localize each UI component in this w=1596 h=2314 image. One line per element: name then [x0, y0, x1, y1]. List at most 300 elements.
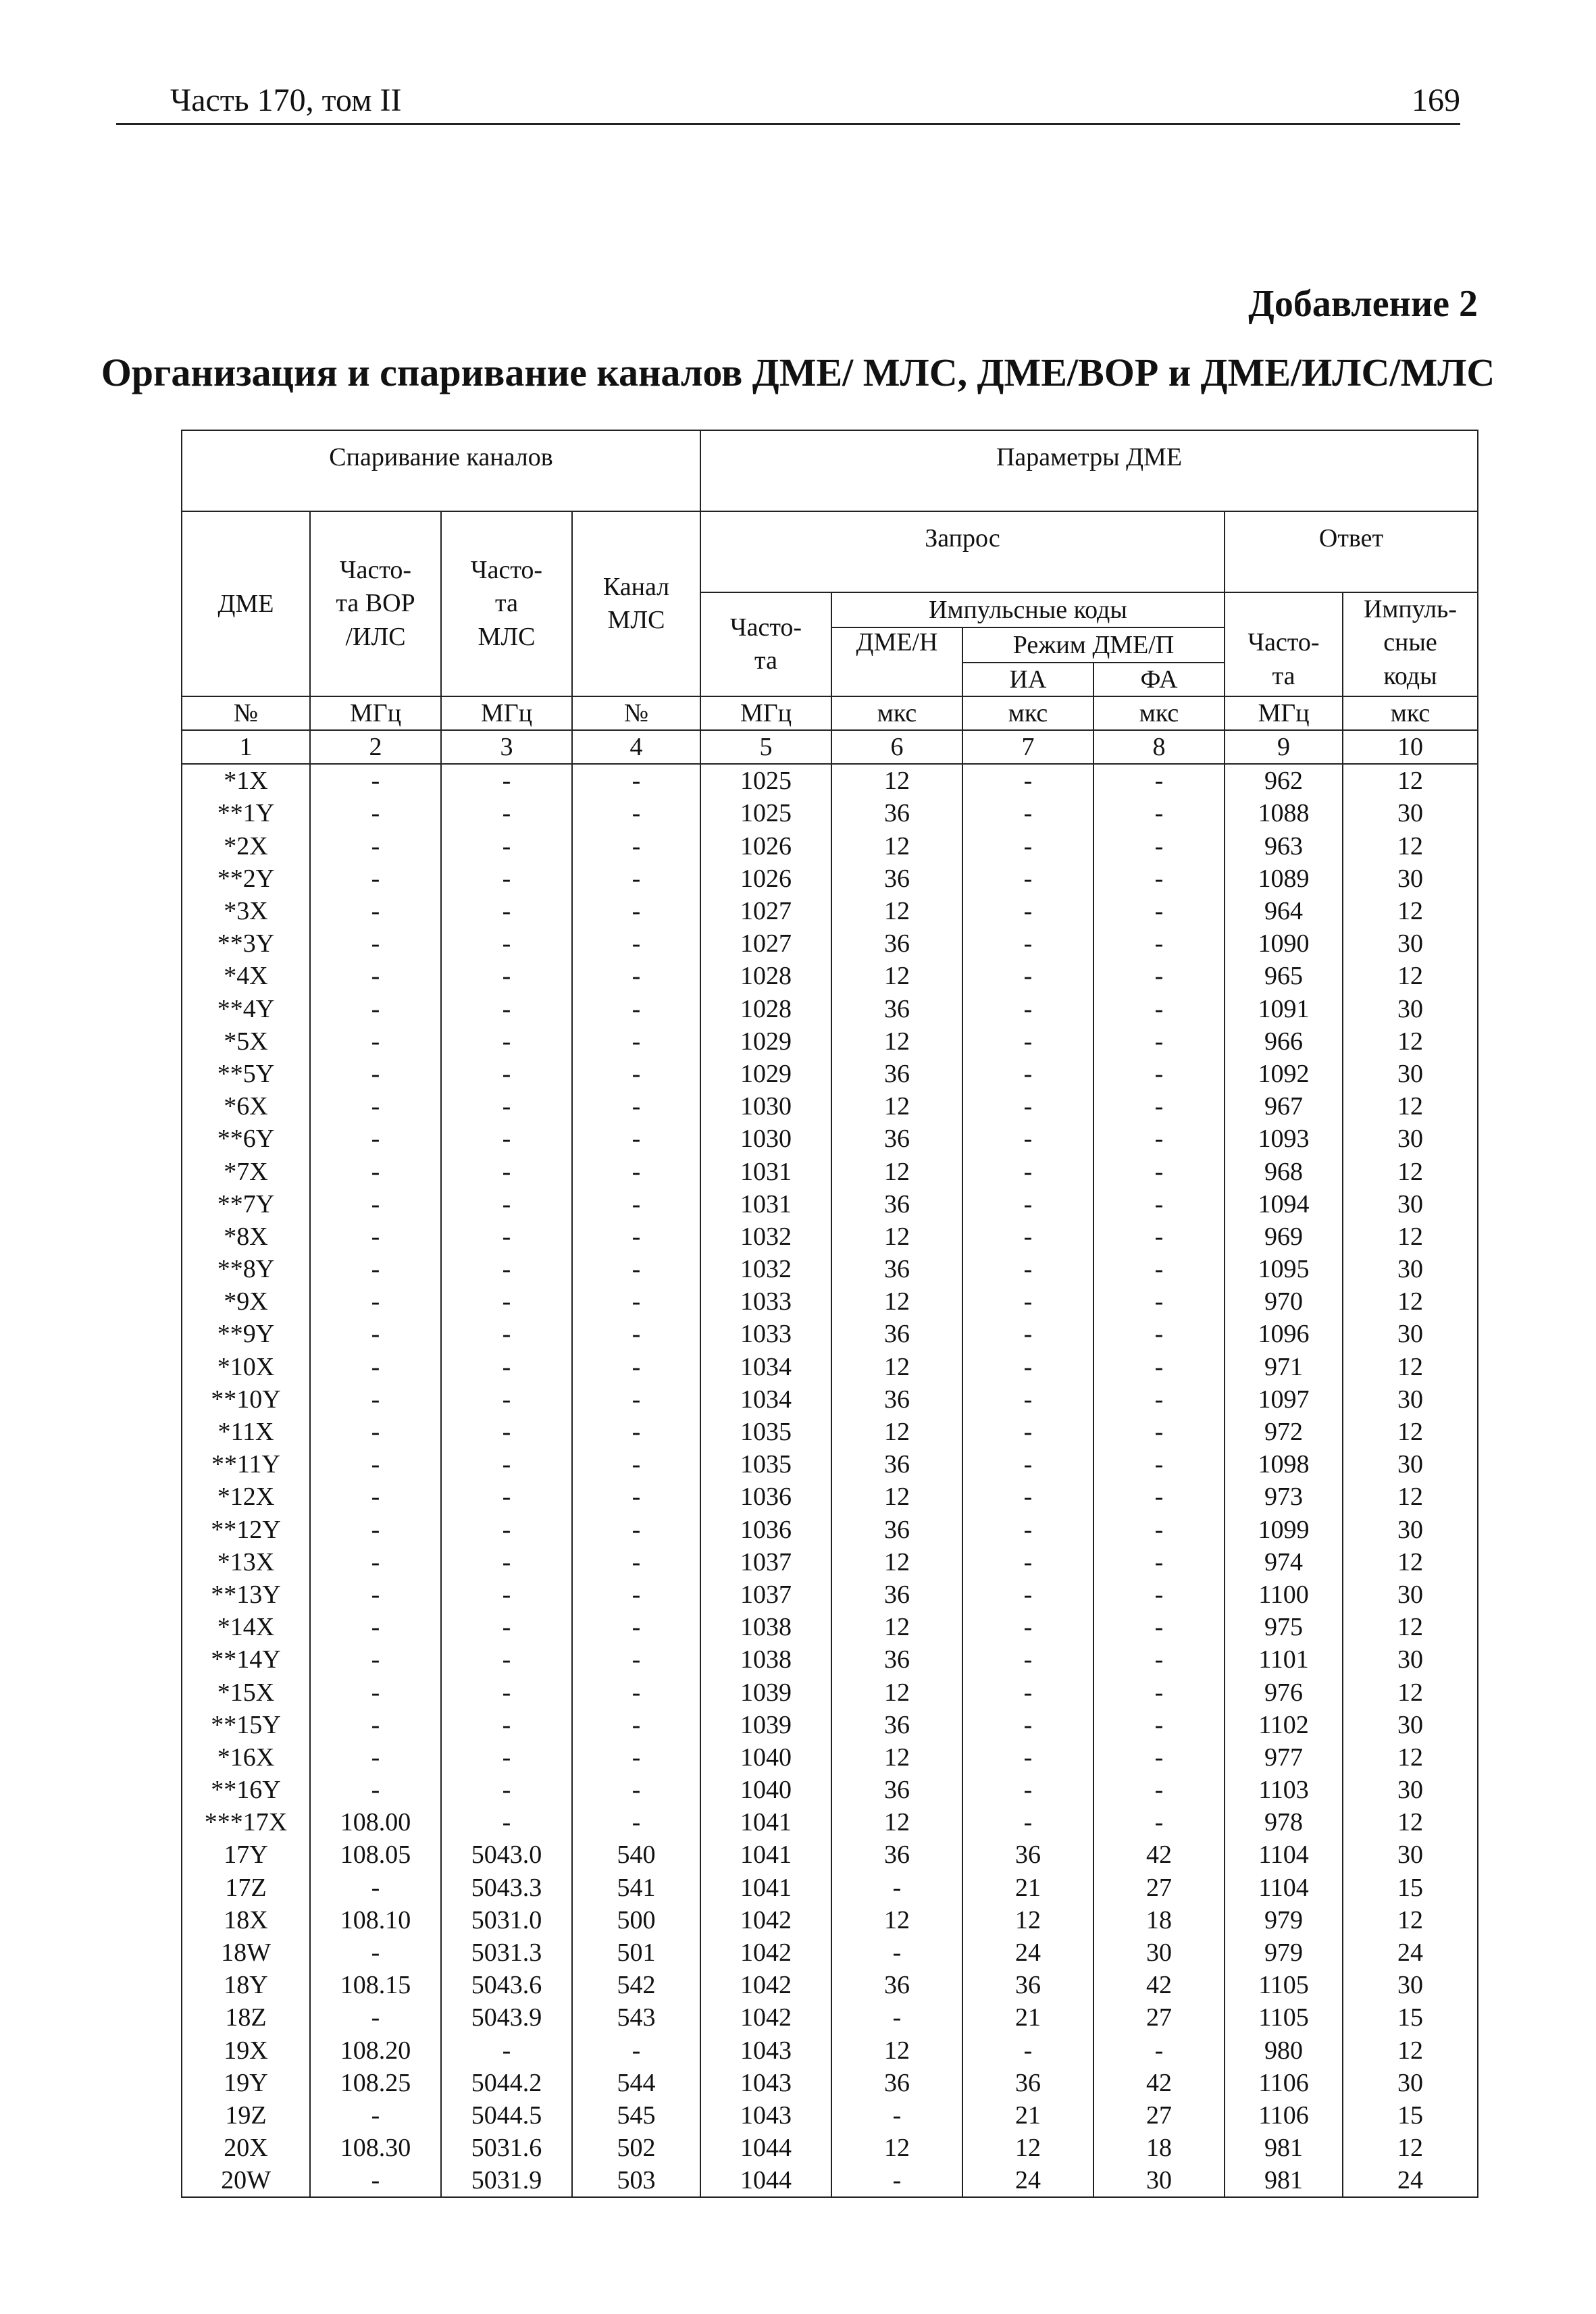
table-cell: **6Y	[182, 1123, 310, 1155]
table-cell: 1042	[700, 1936, 831, 1969]
table-row	[182, 1709, 1478, 1741]
table-cell: 12	[1343, 895, 1478, 927]
table-cell: -	[962, 992, 1093, 1025]
unit-cell: №	[182, 696, 310, 730]
table-row	[182, 1090, 1478, 1123]
table-cell: 30	[1343, 1969, 1478, 2001]
table-cell: -	[310, 764, 441, 797]
column-number-cell: 1	[182, 730, 310, 764]
table-cell: -	[962, 1253, 1093, 1285]
table-cell: 1041	[700, 1839, 831, 1871]
table-cell: 1025	[700, 764, 831, 797]
table-cell: -	[962, 2034, 1093, 2066]
column-number-cell: 2	[310, 730, 441, 764]
table-cell: -	[441, 1188, 572, 1220]
table-cell: -	[441, 1448, 572, 1481]
table-cell: 36	[831, 1774, 962, 1806]
table-cell: 108.25	[310, 2067, 441, 2099]
document-title: Организация и спаривание каналов ДМЕ/ МЛС, ДМЕ/ВОР и ДМЕ/ИЛС/МЛС	[101, 351, 1495, 394]
table-cell: 1029	[700, 1025, 831, 1058]
table-cell: 36	[962, 1969, 1093, 2001]
table-cell: -	[1093, 1220, 1225, 1253]
table-cell: 27	[1093, 1872, 1225, 1904]
table-cell: -	[1093, 1806, 1225, 1839]
unit-cell: мкс	[831, 696, 962, 730]
table-row	[182, 863, 1478, 895]
table-cell: 12	[831, 1285, 962, 1318]
table-cell: -	[441, 1025, 572, 1058]
table-cell: 1090	[1225, 927, 1343, 960]
table-cell: *6X	[182, 1090, 310, 1123]
table-cell: -	[1093, 1741, 1225, 1774]
table-cell: 15	[1343, 1872, 1478, 1904]
table-cell: 12	[1343, 1546, 1478, 1578]
table-cell: -	[1093, 1058, 1225, 1090]
table-row	[182, 1155, 1478, 1187]
table-cell: **8Y	[182, 1253, 310, 1285]
table-cell: 1097	[1225, 1383, 1343, 1416]
table-cell: 1036	[700, 1513, 831, 1545]
table-row	[182, 1285, 1478, 1318]
col-header-reply-freq: Часто- та	[1225, 592, 1343, 696]
table-cell: 36	[831, 1318, 962, 1350]
table-cell: 1027	[700, 927, 831, 960]
table-cell: 969	[1225, 1220, 1343, 1253]
table-cell: -	[310, 895, 441, 927]
table-cell: 36	[831, 1643, 962, 1676]
table-cell: 12	[831, 1090, 962, 1123]
table-cell: -	[962, 797, 1093, 829]
table-cell: **13Y	[182, 1578, 310, 1611]
table-cell: -	[572, 895, 700, 927]
table-cell: -	[1093, 1090, 1225, 1123]
table-row	[182, 2164, 1478, 2197]
table-cell: -	[441, 1416, 572, 1448]
table-cell: 108.20	[310, 2034, 441, 2066]
table-cell: -	[441, 960, 572, 992]
table-cell: 1034	[700, 1383, 831, 1416]
table-cell: 12	[831, 1481, 962, 1513]
table-cell: 1034	[700, 1351, 831, 1383]
table-cell: -	[441, 1578, 572, 1611]
table-cell: 1096	[1225, 1318, 1343, 1350]
table-cell: 1041	[700, 1806, 831, 1839]
table-cell: 5031.0	[441, 1904, 572, 1936]
table-cell: -	[310, 1546, 441, 1578]
table-cell: *10X	[182, 1351, 310, 1383]
table-cell: 17Z	[182, 1872, 310, 1904]
table-cell: -	[441, 1611, 572, 1643]
table-cell: -	[441, 1741, 572, 1774]
table-cell: 12	[1343, 1611, 1478, 1643]
unit-cell: МГц	[310, 696, 441, 730]
group-header-dme-params: Параметры ДМЕ	[700, 430, 1478, 511]
mode-dmep-header: Режим ДМЕ/П	[962, 627, 1225, 663]
table-cell: -	[1093, 1448, 1225, 1481]
table-cell: 36	[831, 1383, 962, 1416]
table-cell: 24	[962, 2164, 1093, 2197]
table-cell: 36	[831, 2067, 962, 2099]
table-cell: -	[310, 2099, 441, 2132]
table-cell: 36	[831, 992, 962, 1025]
table-cell: 1043	[700, 2034, 831, 2066]
table-cell: -	[441, 1774, 572, 1806]
table-cell: 30	[1093, 1936, 1225, 1969]
table-row	[182, 1546, 1478, 1578]
table-cell: -	[310, 927, 441, 960]
table-cell: 1033	[700, 1285, 831, 1318]
table-cell: 30	[1343, 1774, 1478, 1806]
table-cell: -	[310, 960, 441, 992]
table-cell: 963	[1225, 830, 1343, 863]
table-cell: *2X	[182, 830, 310, 863]
table-cell: 108.15	[310, 1969, 441, 2001]
table-cell: 21	[962, 2001, 1093, 2034]
table-cell: 30	[1343, 1448, 1478, 1481]
column-numbers-row	[182, 730, 1478, 764]
table-cell: -	[441, 927, 572, 960]
table-cell: 30	[1343, 1123, 1478, 1155]
table-cell: -	[572, 1090, 700, 1123]
table-cell: -	[962, 1709, 1093, 1741]
table-cell: -	[962, 1774, 1093, 1806]
table-cell: **10Y	[182, 1383, 310, 1416]
table-row	[182, 1351, 1478, 1383]
table-cell: -	[962, 1025, 1093, 1058]
table-cell: 973	[1225, 1481, 1343, 1513]
col-header-dme: ДМЕ	[182, 511, 310, 696]
table-row	[182, 1936, 1478, 1969]
table-cell: 1035	[700, 1448, 831, 1481]
table-cell: -	[572, 1643, 700, 1676]
table-cell: 1093	[1225, 1123, 1343, 1155]
table-cell: 21	[962, 2099, 1093, 2132]
table-cell: -	[310, 1448, 441, 1481]
table-cell: 12	[831, 960, 962, 992]
table-cell: 18Y	[182, 1969, 310, 2001]
table-cell: 12	[962, 1904, 1093, 1936]
table-cell: -	[962, 1123, 1093, 1155]
table-cell: 975	[1225, 1611, 1343, 1643]
table-cell: -	[441, 1123, 572, 1155]
table-cell: 19X	[182, 2034, 310, 2066]
table-row	[182, 797, 1478, 829]
table-cell: -	[572, 1513, 700, 1545]
table-cell: 30	[1343, 927, 1478, 960]
table-cell: 108.10	[310, 1904, 441, 1936]
table-cell: 12	[831, 1220, 962, 1253]
table-cell: 12	[831, 1611, 962, 1643]
table-cell: -	[572, 1611, 700, 1643]
table-cell: 24	[1343, 2164, 1478, 2197]
table-cell: 1029	[700, 1058, 831, 1090]
appendix-label: Добавление 2	[1248, 283, 1478, 325]
table-cell: 1099	[1225, 1513, 1343, 1545]
table-cell: 1035	[700, 1416, 831, 1448]
table-cell: -	[441, 1643, 572, 1676]
table-cell: 964	[1225, 895, 1343, 927]
table-row	[182, 1676, 1478, 1708]
table-cell: *9X	[182, 1285, 310, 1318]
table-cell: -	[572, 1220, 700, 1253]
table-cell: -	[1093, 1123, 1225, 1155]
table-cell: 1037	[700, 1578, 831, 1611]
table-cell: -	[572, 1383, 700, 1416]
table-cell: -	[310, 1578, 441, 1611]
table-cell: 30	[1343, 1058, 1478, 1090]
table-cell: 30	[1343, 1578, 1478, 1611]
table-cell: -	[1093, 1025, 1225, 1058]
table-cell: -	[1093, 1709, 1225, 1741]
table-row	[182, 1513, 1478, 1545]
table-cell: -	[1093, 992, 1225, 1025]
table-row	[182, 1741, 1478, 1774]
table-cell: -	[310, 797, 441, 829]
table-cell: -	[1093, 1546, 1225, 1578]
table-cell: -	[962, 927, 1093, 960]
table-cell: -	[962, 1481, 1093, 1513]
table-row	[182, 1318, 1478, 1350]
table-cell: 1101	[1225, 1643, 1343, 1676]
table-cell: 27	[1093, 2099, 1225, 2132]
table-cell: -	[572, 1774, 700, 1806]
table-cell: 1039	[700, 1676, 831, 1708]
table-row	[182, 1806, 1478, 1839]
table-row	[182, 1383, 1478, 1416]
unit-cell: мкс	[1343, 696, 1478, 730]
table-cell: 1031	[700, 1188, 831, 1220]
table-cell: 977	[1225, 1741, 1343, 1774]
table-cell: 1042	[700, 1904, 831, 1936]
table-cell: -	[310, 1090, 441, 1123]
table-cell: 972	[1225, 1416, 1343, 1448]
table-cell: 30	[1343, 1643, 1478, 1676]
table-cell: *12X	[182, 1481, 310, 1513]
table-row	[182, 1416, 1478, 1448]
table-cell: 12	[1343, 1806, 1478, 1839]
table-cell: 12	[1343, 1676, 1478, 1708]
table-row	[182, 1188, 1478, 1220]
table-row	[182, 1839, 1478, 1871]
table-cell: -	[962, 1318, 1093, 1350]
table-cell: *8X	[182, 1220, 310, 1253]
table-cell: 974	[1225, 1546, 1343, 1578]
table-cell: -	[1093, 1188, 1225, 1220]
column-number-cell: 8	[1093, 730, 1225, 764]
table-cell: 981	[1225, 2132, 1343, 2164]
units-row	[182, 696, 1478, 730]
table-cell: 1100	[1225, 1578, 1343, 1611]
table-cell: -	[310, 1155, 441, 1187]
table-cell: -	[310, 1709, 441, 1741]
table-cell: 12	[831, 2034, 962, 2066]
table-cell: -	[310, 1513, 441, 1545]
table-cell: 108.00	[310, 1806, 441, 1839]
table-cell: 12	[831, 1741, 962, 1774]
table-cell: -	[572, 1546, 700, 1578]
table-cell: -	[1093, 863, 1225, 895]
table-cell: 36	[831, 797, 962, 829]
table-cell: -	[572, 1351, 700, 1383]
col-header-ia: ИА	[962, 663, 1093, 696]
table-cell: 540	[572, 1839, 700, 1871]
table-cell: 970	[1225, 1285, 1343, 1318]
table-cell: 1095	[1225, 1253, 1343, 1285]
table-cell: -	[310, 1936, 441, 1969]
table-row	[182, 1774, 1478, 1806]
table-cell: -	[962, 1058, 1093, 1090]
table-cell: -	[1093, 2034, 1225, 2066]
table-cell: -	[831, 1936, 962, 1969]
table-cell: -	[572, 1155, 700, 1187]
table-row	[182, 1904, 1478, 1936]
table-cell: -	[831, 2001, 962, 2034]
table-cell: 1102	[1225, 1709, 1343, 1741]
page-header	[116, 80, 1460, 125]
table-cell: -	[441, 1676, 572, 1708]
table-cell: *13X	[182, 1546, 310, 1578]
table-cell: **2Y	[182, 863, 310, 895]
table-cell: 12	[831, 1676, 962, 1708]
table-cell: 1028	[700, 960, 831, 992]
table-cell: 30	[1343, 2067, 1478, 2099]
table-cell: 17Y	[182, 1839, 310, 1871]
table-cell: -	[310, 1220, 441, 1253]
table-cell: 543	[572, 2001, 700, 2034]
table-cell: -	[441, 1090, 572, 1123]
table-cell: 1092	[1225, 1058, 1343, 1090]
table-cell: -	[572, 960, 700, 992]
table-cell: -	[962, 1643, 1093, 1676]
table-cell: 966	[1225, 1025, 1343, 1058]
table-cell: 5044.2	[441, 2067, 572, 2099]
table-cell: 27	[1093, 2001, 1225, 2034]
table-cell: -	[962, 1806, 1093, 1839]
table-row	[182, 1253, 1478, 1285]
table-row	[182, 895, 1478, 927]
table-cell: *1X	[182, 764, 310, 797]
table-row	[182, 1481, 1478, 1513]
table-cell: -	[572, 992, 700, 1025]
sub-header-interrogation: Запрос	[700, 511, 1225, 592]
table-cell: 5044.5	[441, 2099, 572, 2132]
page-number: 169	[1412, 82, 1460, 118]
unit-cell: МГц	[1225, 696, 1343, 730]
table-cell: **4Y	[182, 992, 310, 1025]
table-cell: *15X	[182, 1676, 310, 1708]
table-cell: -	[962, 1513, 1093, 1545]
column-number-cell: 7	[962, 730, 1093, 764]
table-cell: 36	[831, 863, 962, 895]
table-cell: 1042	[700, 1969, 831, 2001]
table-cell: 12	[1343, 1155, 1478, 1187]
table-cell: -	[572, 764, 700, 797]
table-cell: -	[572, 1481, 700, 1513]
table-cell: 1032	[700, 1220, 831, 1253]
table-cell: 1040	[700, 1774, 831, 1806]
table-cell: -	[441, 764, 572, 797]
table-cell: 36	[831, 1513, 962, 1545]
table-row	[182, 992, 1478, 1025]
table-cell: -	[310, 1643, 441, 1676]
table-cell: -	[441, 830, 572, 863]
table-cell: 12	[1343, 764, 1478, 797]
table-cell: 12	[1343, 1090, 1478, 1123]
table-cell: 1044	[700, 2132, 831, 2164]
table-row	[182, 1872, 1478, 1904]
table-cell: 980	[1225, 2034, 1343, 2066]
table-cell: 30	[1343, 992, 1478, 1025]
table-cell: **15Y	[182, 1709, 310, 1741]
table-cell: 36	[962, 2067, 1093, 2099]
table-cell: 30	[1093, 2164, 1225, 2197]
table-cell: 12	[831, 764, 962, 797]
table-cell: *4X	[182, 960, 310, 992]
table-cell: -	[572, 1741, 700, 1774]
table-cell: -	[310, 1253, 441, 1285]
table-cell: 1106	[1225, 2067, 1343, 2099]
table-row	[182, 1611, 1478, 1643]
table-cell: -	[310, 1741, 441, 1774]
table-cell: -	[310, 1676, 441, 1708]
table-cell: -	[310, 1383, 441, 1416]
table-cell: -	[962, 1351, 1093, 1383]
unit-cell: мкс	[1093, 696, 1225, 730]
table-cell: 12	[1343, 1025, 1478, 1058]
table-cell: 1094	[1225, 1188, 1343, 1220]
table-cell: -	[441, 1318, 572, 1350]
unit-cell: №	[572, 696, 700, 730]
table-cell: 36	[831, 1188, 962, 1220]
table-cell: -	[962, 863, 1093, 895]
table-cell: 21	[962, 1872, 1093, 1904]
table-cell: 30	[1343, 1513, 1478, 1545]
table-cell: -	[310, 1318, 441, 1350]
table-cell: 1042	[700, 2001, 831, 2034]
table-cell: 1026	[700, 830, 831, 863]
unit-cell: мкс	[962, 696, 1093, 730]
table-cell: -	[310, 1351, 441, 1383]
table-cell: 12	[1343, 1416, 1478, 1448]
table-cell: -	[310, 1611, 441, 1643]
table-cell: -	[441, 895, 572, 927]
pulse-codes-header: Импульсные коды	[831, 592, 1225, 627]
table-cell: 501	[572, 1936, 700, 1969]
table-cell: -	[1093, 1253, 1225, 1285]
table-cell: -	[572, 1676, 700, 1708]
table-cell: -	[1093, 1578, 1225, 1611]
table-cell: 30	[1343, 1709, 1478, 1741]
table-cell: 36	[831, 1709, 962, 1741]
table-cell: 503	[572, 2164, 700, 2197]
table-row	[182, 2001, 1478, 2034]
table-cell: 18X	[182, 1904, 310, 1936]
table-cell: 12	[831, 895, 962, 927]
table-cell: 18Z	[182, 2001, 310, 2034]
table-cell: -	[441, 1481, 572, 1513]
table-cell: 12	[831, 830, 962, 863]
column-number-cell: 4	[572, 730, 700, 764]
table-row	[182, 1025, 1478, 1058]
table-cell: -	[962, 1546, 1093, 1578]
table-cell: 1033	[700, 1318, 831, 1350]
table-cell: 12	[831, 1351, 962, 1383]
col-header-interrogation-freq: Часто- та	[700, 592, 831, 696]
table-cell: 1039	[700, 1709, 831, 1741]
table-cell: 1103	[1225, 1774, 1343, 1806]
table-row	[182, 1578, 1478, 1611]
table-cell: 36	[831, 1578, 962, 1611]
